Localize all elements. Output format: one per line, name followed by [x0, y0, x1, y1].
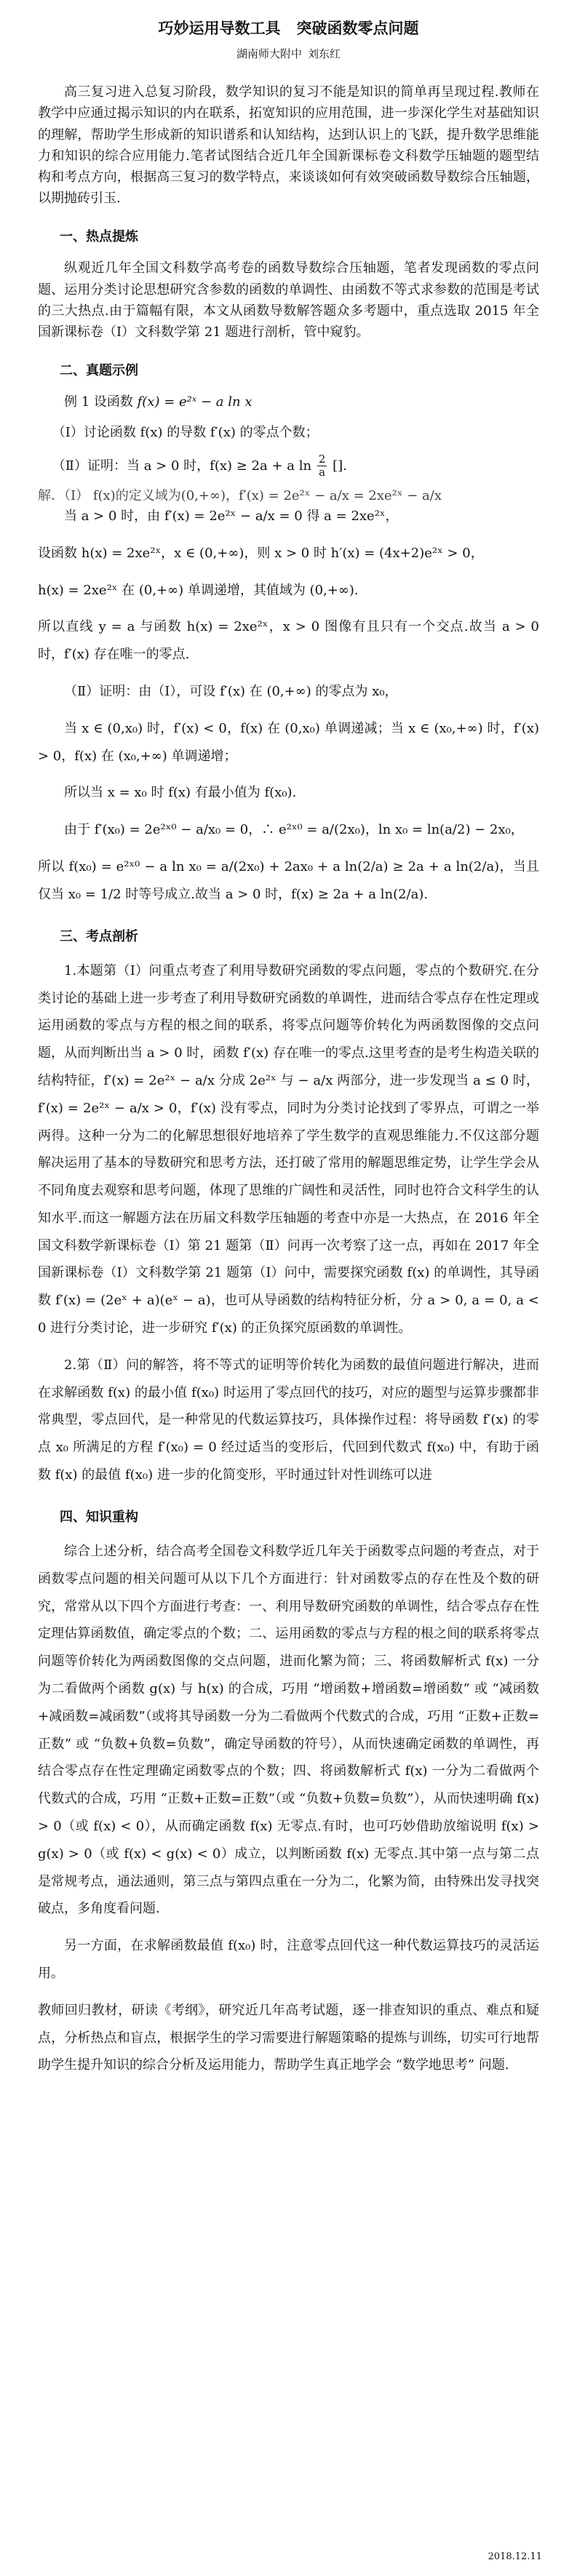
question-1: （Ⅰ）讨论函数 f(x) 的导数 f′(x) 的零点个数； [52, 425, 319, 441]
example-label: 例 1 设函数 [64, 394, 133, 410]
analysis-paragraph-1: 1.本题第（Ⅰ）问重点考查了利用导数研究函数的零点问题，零点的个数研究.在分类讨论的基础上进一步考查了利用导数研究函数的单调性，进而结合零点存在性定理或运用函数的零点与方程的根之间的联系，将零点问题等价转化为两函数图像的交点问题，从而判断出当 a > 0 时，函数 f′(x) 存在唯一的零点.这里考查的是考生构造关联的结构特征，f′(x) = 2e²ˣ − a/x 分成 2e²ˣ 与 − a/x 两部分，进一步发现当 a ≤ 0 时，f′(x) = 2e²ˣ − a/x > 0，f′(x) 没有零点，同时为分类讨论找到了零界点，可谓之一举两得。这种一分为二的化解思想很好地培养了学生数学的直观思维能力.不仅这部分题解决运用了基本的导数研究和思考方法，还打破了常用的解题思维定势，让学生学会从不同角度去观察和思考问题，体现了思维的广阔性和灵活性，同时也符合文科学生的认知水平.而这一解题方法在历届文科数学压轴题的考查中亦是一大热点，在 2016 年全国文科数学新课标卷（Ⅰ）第 21 题第（Ⅱ）问再一次考察了这一点，再如在 2017 年全国新课标卷（Ⅰ）文科数学第 21 题第（Ⅰ）问中，需要探究函数 f(x) 的单调性，其导函数 f′(x) = (2eˣ + a)(eˣ − a)，也可从导函数的结构特征分析，分 a > 0, a = 0, a < 0 进行分类讨论，进一步研究 f′(x) 的正负探究原函数的单调性。 [38, 962, 539, 1336]
question-2-text: （Ⅱ）证明：当 a > 0 时，f(x) ≥ 2a + a ln [52, 458, 312, 474]
question-2-tail: []. [333, 458, 347, 474]
solution-step-7: 所以当 x = x₀ 时 f(x) 有最小值为 f(x₀). [64, 785, 297, 801]
solution-step-9: 所以 f(x₀) = e²ˣ⁰ − a ln x₀ = a/(2x₀) + 2ax₀ + a ln(2/a) ≥ 2a + a ln(2/a)，当且仅当 x₀ = 1/2 时等号成立.故当 a > 0 时，f(x) ≥ 2a + a ln(2/a). [38, 858, 539, 902]
solution-step-2: 设函数 h(x) = 2xe²ˣ，x ∈ (0,+∞)，则 x > 0 时 h′(x) = (4x+2)e²ˣ > 0， [38, 545, 484, 561]
question-2 [38, 453, 539, 479]
intro-paragraph: 高三复习进入总复习阶段，数学知识的复习不能是知识的简单再呈现过程.教师在教学中应通过揭示知识的内在联系，拓宽知识的应用范围，进一步深化学生对基础知识的理解，帮助学生形成新的知识谱系和认知结构，达到认识上的飞跃，提升数学思维能力和知识的综合应用能力.笔者试图结合近几年全国新课标卷文科数学压轴题的题型结构和考点方向，根据高三复习的数学特点，来谈谈如何有效突破函数导数综合压轴题，以期抛砖引玉. [38, 84, 539, 207]
solution-step-1: 当 a > 0 时，由 f′(x) = 2e²ˣ − a/x = 0 得 a = 2xe²ˣ， [64, 509, 399, 524]
section-heading-restructure: 四、知识重构 [60, 1509, 138, 1525]
analysis-paragraph-2: 2.第（Ⅱ）问的解答，将不等式的证明等价转化为函数的最值问题进行解决，进而在求解函数 f(x) 的最小值 f(x₀) 时运用了零点回代的技巧，对应的题型与运算步骤都非常典型，零点回代，是一种常见的代数运算技巧，具体操作过程：将导函数 f′(x) 的零点 x₀ 所满足的方程 f′(x₀) = 0 经过适当的变形后，代回到代数式 f(x₀) 中，有助于函数 f(x) 的最值 f(x₀) 进一步的化简变形，平时通过针对性训练可以进 [38, 1357, 539, 1483]
hotspots-paragraph: 纵观近几年全国文科数学高考卷的函数导数综合压轴题，笔者发现函数的零点问题、运用分类讨论思想研究含参数的函数的单调性、由函数不等式求参数的范围是考试的三大热点.由于篇幅有限，本文从函数导数解答题众多考题中，重点选取 2015 年全国新课标卷（Ⅰ）文科数学第 21 题进行剖析，管中窥豹。 [38, 260, 539, 340]
restructure-paragraph-2: 另一方面，在求解函数最值 f(x₀) 时，注意零点回代这一种代数运算技巧的灵活运用。 [38, 1938, 539, 1981]
restructure-paragraph-1: 综合上述分析，结合高考全国卷文科数学近几年关于函数零点问题的考查点，对于函数零点问题的相关问题可从以下几个方面进行：针对函数零点的存在性及个数的研究，常常从以下四个方面进行考查：一、利用导数研究函数的单调性，结合零点存在性定理估算函数值，确定零点的个数；二、运用函数的零点与方程的根之间的联系将零点问题等价转化为两函数图像的交点问题，进而化繁为简；三、将函数解析式 f(x) 一分为二看做两个函数 g(x) 与 h(x) 的合成，巧用 “增函数+增函数=增函数” 或 “减函数+减函数=减函数”（或将其导函数一分为二看做两个代数式的合成，巧用 “正数+正数=正数” 或 “负数+负数=负数”，确定导函数的符号），从而快速确定函数的单调性，再结合零点存在性定理确定函数零点的个数；四、将函数解析式 f(x) 一分为二看做两个代数式的合成，巧用 “正数+正数=正数”（或 “负数+负数=负数”），从而快速明确 f(x) > 0（或 f(x) < 0），从而确定函数 f(x) 无零点.有时，也可巧妙借助放缩说明 f(x) > g(x) > 0（或 f(x) < g(x) < 0）成立，以判断函数 f(x) 无零点.其中第一点与第二点是常规考点，通法通则，第三点与第四点重在一分为二，化繁为简，由特殊出发寻找突破点，多角度看问题. [38, 1544, 539, 1917]
article-date: 2018.12.11 [488, 2551, 542, 2562]
solution-step-8: 由于 f′(x₀) = 2e²ˣ⁰ − a/x₀ = 0，∴ e²ˣ⁰ = a/(2x₀)，ln x₀ = ln(a/2) − 2x₀， [64, 822, 524, 838]
section-heading-analysis: 三、考点剖析 [60, 928, 138, 944]
solution-step-4: 所以直线 y = a 与函数 h(x) = 2xe²ˣ，x > 0 图像有且只有一个交点.故当 a > 0 时，f′(x) 存在唯一的零点. [38, 619, 539, 663]
example-function: f(x) = e²ˣ − a ln x [137, 394, 252, 410]
solution-step-5: （Ⅱ）证明：由（Ⅰ），可设 f′(x) 在 (0,+∞) 的零点为 x₀， [64, 683, 398, 699]
solution-step-3: h(x) = 2xe²ˣ 在 (0,+∞) 单调递增，其值域为 (0,+∞). [38, 582, 359, 598]
section-heading-hotspots: 一、热点提炼 [60, 229, 138, 245]
clipped-solution-text: 解．（Ⅰ） f(x)的定义域为(0,+∞)，f′(x) = 2e²ˣ − a/x = 2xe²ˣ − a/x [38, 488, 442, 503]
example-statement [38, 391, 539, 412]
section-heading-example: 二、真题示例 [60, 363, 138, 379]
clipped-solution-line [38, 485, 539, 503]
author-name: 刘东红 [308, 47, 341, 61]
author-line [38, 45, 539, 63]
school-name: 湖南师大附中 [236, 47, 302, 61]
fraction-2-over-a: $\frac{2}{a}$ [318, 452, 326, 479]
solution-step-6: 当 x ∈ (0,x₀) 时，f′(x) < 0，f(x) 在 (0,x₀) 单调递减；当 x ∈ (x₀,+∞) 时，f′(x) > 0，f(x) 在 (x₀,+∞) 单调递增； [38, 720, 539, 764]
article-title [38, 16, 539, 41]
title-right: 突破函数零点问题 [296, 19, 419, 37]
title-left: 巧妙运用导数工具 [158, 19, 281, 37]
restructure-paragraph-3: 教师回归教材，研读《考纲》，研究近几年高考试题，逐一排查知识的重点、难点和疑点，分析热点和盲点，根据学生的学习需要进行解题策略的提炼与训练，切实可行地帮助学生提升知识的综合分析及运用能力，帮助学生真正地学会 “数学地思考” 问题. [38, 2002, 539, 2073]
